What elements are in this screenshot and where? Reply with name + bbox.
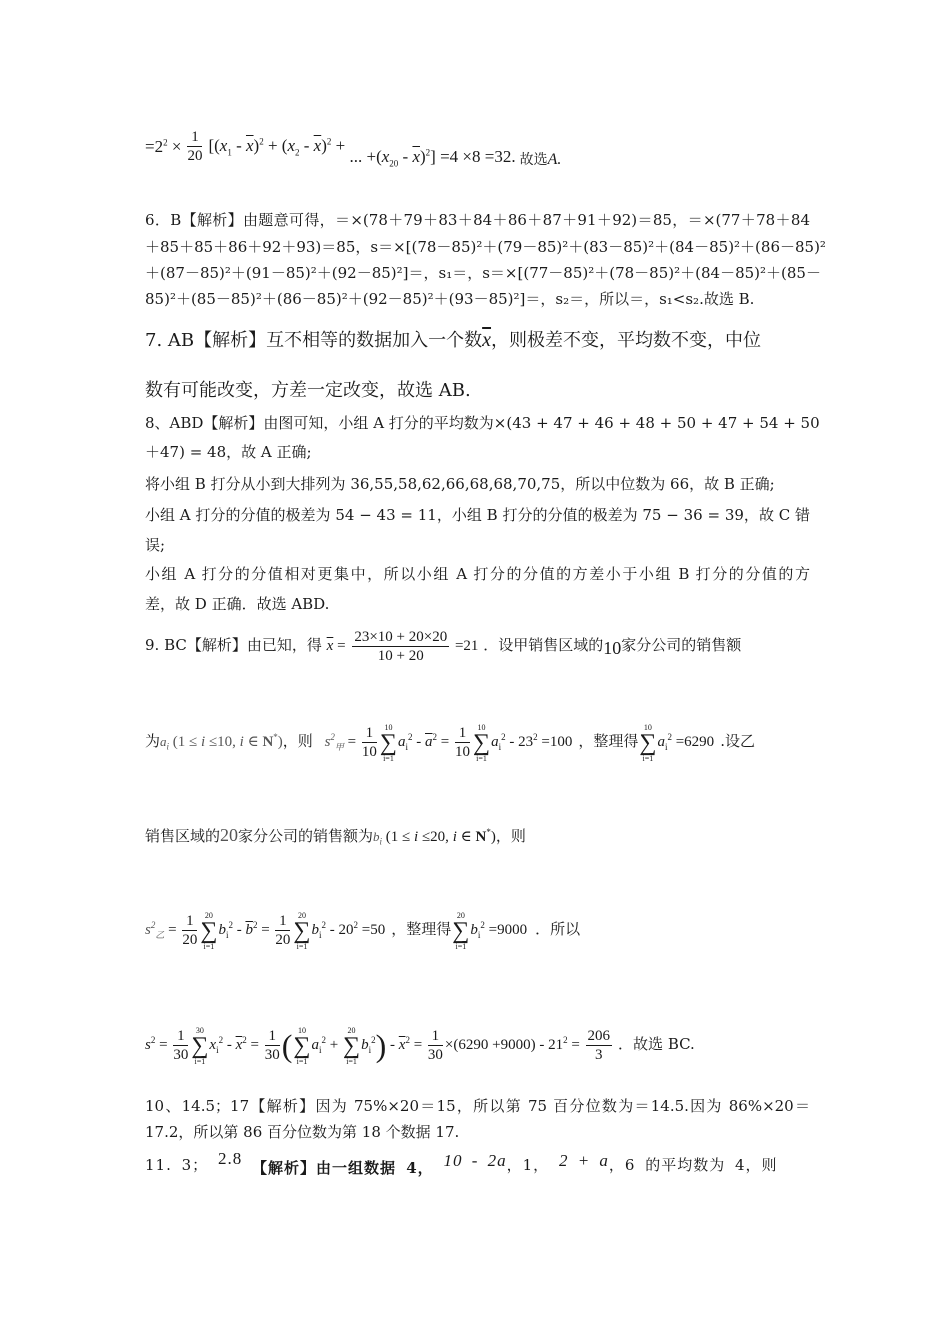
q9-n20: 20 xyxy=(220,825,239,845)
q11-a: 11. 3； xyxy=(145,1156,209,1174)
q7-line-1a: 7. AB【解析】互不相等的数据加入一个数 xyxy=(145,330,483,351)
q9-line-3: 销售区域的20家分公司的销售额为$b_i$ (1 ≤ i ≤20, i ∈ N*)，则 xyxy=(145,825,526,847)
q10-line-1: 10、14.5；17【解析】因为 75%×20＝15，所以第 75 百分位数为＝14.5.因为 86%×20＝ xyxy=(145,1097,810,1115)
q7-line-1b: ，则极差不变，平均数不变，中位 xyxy=(491,330,762,351)
q11-f: 2 + a xyxy=(558,1151,609,1170)
q9-line-3b: 家分公司的销售额为 xyxy=(238,827,374,845)
q6-line-4: 85)²＋(85－85)²＋(86－85)²＋(92－85)²＋(93－85)²]＝，s₂＝，所以＝，s₁<s₂.故选 B. xyxy=(145,290,755,308)
q9-line-4: $s^2_乙$ = $\frac{1}{20}$ 20 ∑ i=1 $b_i^2 - \overline{b}^2$ = $\frac{1}{20}$ 20 ∑ i=1 $b_i^2 - 20^2 =50$ ，整理得 20 ∑ i=1 $b_i^2 =9000$ ．所以 xyxy=(145,910,581,951)
q8-line-4: 小组 A 打分的分值的极差为 54 − 43 = 11，小组 B 打分的分值的极差为 75 − 36 = 39，故 C 错 xyxy=(145,506,810,524)
q9-line-2: 为$a_i$ (1 ≤ i ≤10, i ∈ N*)，则 $s^2_甲$ = $\frac{1}{10}$ 10 ∑ i=1 $a_i^2 - \overline{a}^2$ = $\frac{1}{10}$ 10 ∑ i=1 $a_i^2 - 23^2 =100$ ，整理得 10 ∑ i=1 $a_i^2 =6290$ .设乙 xyxy=(145,722,755,763)
q11-c: 【解析】由一组数据 4， xyxy=(251,1159,434,1177)
q9-line-3a: 销售区域的 xyxy=(145,827,221,845)
q6-line-1: 6．B【解析】由题意可得，＝×(78＋79＋83＋84＋86＋87＋91＋92)＝85，＝×(77＋78＋84 xyxy=(145,211,810,229)
q11-b: 2.8 xyxy=(217,1149,243,1168)
q9-line-2d: .设乙 xyxy=(720,732,755,750)
q9-line-1: 9. BC【解析】由已知，得 $\overline{x}$ = $\frac{23\times 10 + 20\times 20}{10 + 20}$ =21 ．设甲销售区域的10家分公司的销售额 xyxy=(145,628,742,664)
q5-answer: A. xyxy=(547,151,562,169)
q9-line-4b: ．所以 xyxy=(535,920,581,938)
q7-line-1 xyxy=(145,325,810,355)
q9-line-5: $s^2$ = $\frac{1}{30}$ 30 ∑ i=1 $x_i^2 - \overline{x}^2$ = $\frac{1}{30}$ ( 10 ∑ i=1 $a_i^2$ + 20 ∑ i=1 $b_i^2) - \overline{x}^2$ = $\frac{1}{30}$ $\times(6290 +9000) - 21^2$ = $\frac{206}{3}$ ．故选 BC. xyxy=(145,1025,695,1066)
q11-line-1 xyxy=(145,1150,810,1180)
q11-d: 10 - 2a xyxy=(443,1151,507,1170)
q8-line-5: 误; xyxy=(145,536,166,554)
q8-line-1: 8、ABD【解析】由图可知，小组 A 打分的平均数为×(43 + 47 + 46 + 48 + 50 + 47 + 54 + 50 xyxy=(145,414,820,432)
q9-line-4a: ，整理得 xyxy=(391,920,452,938)
q5-tail: 故选 xyxy=(519,153,548,169)
q11-g: ，6 的平均数为 4，则 xyxy=(608,1156,778,1174)
q9-line-1c: 家分公司的销售额 xyxy=(621,636,742,654)
q7-line-2: 数有可能改变，方差一定改变，故选 AB. xyxy=(145,380,471,401)
q6-line-3: ＋(87－85)²＋(91－85)²＋(92－85)²]＝，s₁＝，s＝×[(77－85)²＋(78－85)²＋(84－85)²＋(85－ xyxy=(145,264,821,282)
q8-line-7: 差，故 D 正确．故选 ABD. xyxy=(145,595,330,613)
q9-n10: 10 xyxy=(603,638,622,658)
q9-line-2a: 为 xyxy=(145,732,161,750)
q7-x-bar: $\overline{x}$ xyxy=(482,329,492,351)
q5-equation: $=2^2$ × $\frac{1}{20}$ [$(x_1 - \overline{x})^2 + (x_2 - \overline{x})^2$ + ... $+(x_{20} - \overline{x})^2] =4 \times 8 =32$. 故选A. xyxy=(145,129,562,169)
q6-line-2: ＋85＋85＋86＋92＋93)＝85，s＝×[(78－85)²＋(79－85)²＋(83－85)²＋(84－85)²＋(86－85)² xyxy=(145,238,826,256)
q9-line-1b: ．设甲销售区域的 xyxy=(483,636,604,654)
q9-line-2b: ，则 xyxy=(282,732,313,750)
q11-e: ，1， xyxy=(506,1156,550,1174)
q10-line-2: 17.2，所以第 86 百分位数为第 18 个数据 17. xyxy=(145,1123,460,1141)
q8-line-6: 小组 A 打分的分值相对更集中，所以小组 A 打分的分值的方差小于小组 B 打分的分值的方 xyxy=(145,565,810,583)
q9-line-5: ．故选 BC. xyxy=(618,1035,695,1053)
q9-line-2c: ，整理得 xyxy=(578,732,639,750)
q9-line-3c: ，则 xyxy=(495,827,526,845)
q8-line-3: 将小组 B 打分从小到大排列为 36,55,58,62,66,68,68,70,75，所以中位数为 66，故 B 正确; xyxy=(145,475,775,493)
q8-line-2: ＋47) = 48，故 A 正确; xyxy=(145,443,312,461)
q9-line-1a: 9. BC【解析】由已知，得 xyxy=(145,636,322,654)
